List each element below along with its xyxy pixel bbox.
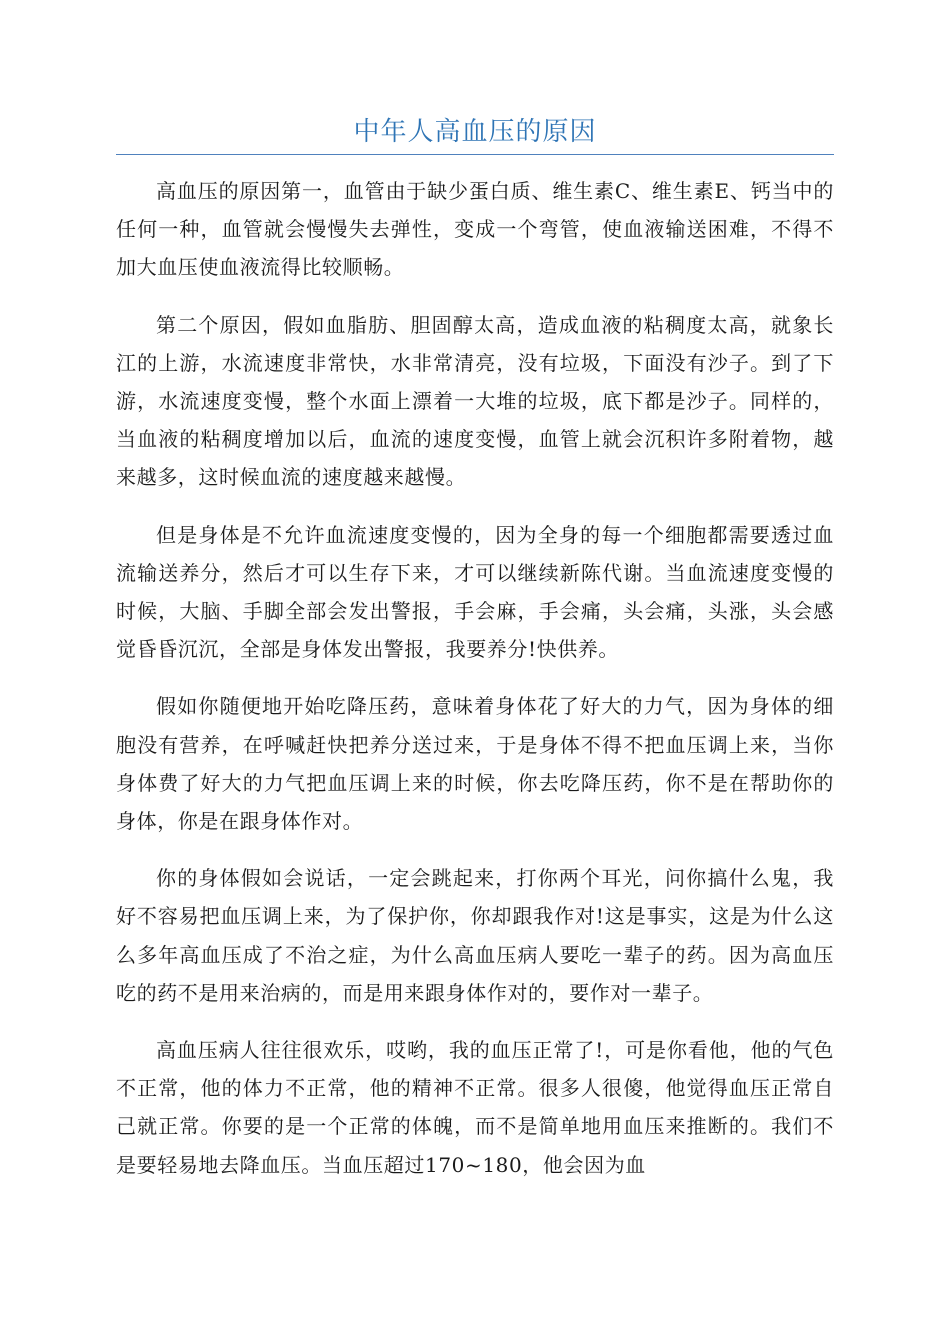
paragraph-5: 你的身体假如会说话，一定会跳起来，打你两个耳光，问你搞什么鬼，我好不容易把血压调上来，为了保护你，你却跟我作对!这是事实，这是为什么这么多年高血压成了不治之症，为什么高血压病人要吃一辈子的药。因为高血压吃的药不是用来治病的，而是用来跟身体作对的，要作对一辈子。: [116, 866, 834, 1005]
paragraph-1: 高血压的原因第一，血管由于缺少蛋白质、维生素C、维生素E、钙当中的任何一种，血管就会慢慢失去弹性，变成一个弯管，使血液输送困难，不得不加大血压使血液流得比较顺畅。: [116, 179, 834, 280]
paragraph-6: 高血压病人往往很欢乐，哎哟，我的血压正常了!，可是你看他，他的气色不正常，他的体力不正常，他的精神不正常。很多人很傻，他觉得血压正常自己就正常。你要的是一个正常的体魄，而不是简单地用血压来推断的。我们不是要轻易地去降血压。当血压超过170~180，他会因为血: [116, 1038, 834, 1177]
paragraph-2: 第二个原因，假如血脂肪、胆固醇太高，造成血液的粘稠度太高，就象长江的上游，水流速度非常快，水非常清亮，没有垃圾，下面没有沙子。到了下游，水流速度变慢，整个水面上漂着一大堆的垃圾，底下都是沙子。同样的，当血液的粘稠度增加以后，血流的速度变慢，血管上就会沉积许多附着物，越来越多，这时候血流的速度越来越慢。: [116, 312, 834, 490]
paragraph-4: 假如你随便地开始吃降压药，意味着身体花了好大的力气，因为身体的细胞没有营养，在呼喊赶快把养分送过来，于是身体不得不把血压调上来，当你身体费了好大的力气把血压调上来的时候，你去吃降压药，你不是在帮助你的身体，你是在跟身体作对。: [116, 694, 834, 834]
document-body: [116, 172, 834, 1203]
document-title: 中年人高血压的原因: [353, 117, 597, 147]
title-underline: [116, 154, 834, 155]
paragraph-3: 但是身体是不允许血流速度变慢的，因为全身的每一个细胞都需要透过血流输送养分，然后才可以生存下来，才可以继续新陈代谢。当血流速度变慢的时候，大脑、手脚全部会发出警报，手会麻，手会痛，头会痛，头涨，头会感觉昏昏沉沉，全部是身体发出警报，我要养分!快供养。: [116, 522, 834, 662]
